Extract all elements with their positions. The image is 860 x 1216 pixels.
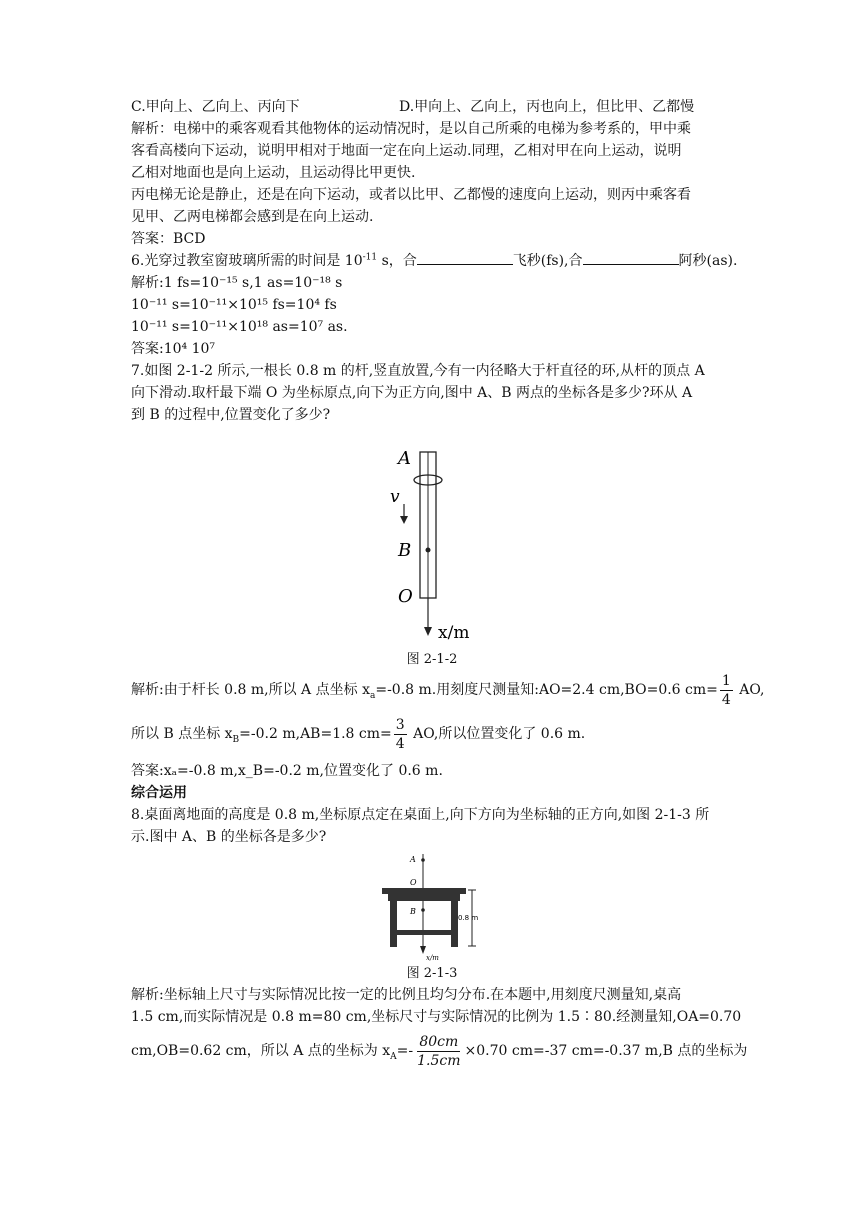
figure-rod-ring	[380, 446, 490, 646]
label-o: O	[410, 878, 417, 887]
document-page-bottom	[131, 984, 748, 1074]
q7-analysis-text: =-0.2 m,AB=1.8 cm=	[239, 726, 392, 742]
label-b: B	[398, 540, 412, 561]
fraction-denominator: 1.5cm	[417, 1052, 461, 1069]
q7-answer: 答案:xₐ=-0.8 m,x_B=-0.2 m,位置变化了 0.6 m.	[131, 763, 443, 779]
option-d: D.甲向上、乙向上，丙也向上，但比甲、乙都慢	[399, 99, 695, 115]
option-c: C.甲向上、乙向上、丙向下	[131, 99, 300, 115]
figure-caption: 图 2-1-3	[406, 966, 458, 981]
q7-subscript: B	[232, 734, 240, 745]
q6-stem-text: 阿秒(as).	[678, 253, 738, 269]
fraction-denominator: 4	[395, 735, 405, 752]
q7-analysis-line	[131, 670, 765, 710]
q6-exponent: -11	[362, 252, 378, 263]
q8-analysis-text: cm,OB=0.62 cm，所以 A 点的坐标为 x	[131, 1043, 391, 1059]
q8-stem-line: 8.桌面离地面的高度是 0.8 m,坐标原点定在桌面上,向下方向为坐标轴的正方向,如图 2-1-3 所	[131, 807, 710, 823]
fraction-numerator: 80cm	[419, 1033, 459, 1050]
q8-analysis-line: 1.5 cm,而实际情况是 0.8 m=80 cm,坐标尺寸与实际情况的比例为 1.5∶80.经测量知,OA=0.70	[131, 1009, 742, 1025]
fraction	[720, 672, 733, 709]
fraction	[415, 1033, 462, 1070]
fraction	[394, 716, 407, 753]
q6-answer: 答案:10⁴ 10⁷	[131, 341, 216, 357]
q6-stem-text: s，合	[377, 253, 417, 269]
label-a: A	[410, 855, 416, 864]
fraction-denominator: 4	[721, 691, 731, 708]
q8-analysis-text: ×0.70 cm=-37 cm=-0.37 m,B 点的坐标为	[464, 1043, 748, 1059]
q7-analysis-text: AO,所以位置变化了 0.6 m.	[408, 726, 586, 742]
section-title: 综合运用	[131, 785, 187, 801]
document-page-lower	[131, 670, 765, 848]
q7-analysis-text: 所以 B 点坐标 x	[131, 726, 233, 742]
q8-analysis-text: =-	[396, 1043, 414, 1059]
q5-analysis-line: 丙电梯无论是静止，还是在向下运动，或者以比甲、乙都慢的速度向上运动，则丙中乘客看	[131, 187, 691, 203]
answer-blank	[583, 250, 679, 265]
q5-analysis-line: 乙相对地面也是向上运动，且运动得比甲更快.	[131, 165, 416, 181]
document-page	[131, 96, 738, 426]
q6-stem	[131, 250, 738, 272]
q8-analysis-line: 解析:坐标轴上尺寸与实际情况比按一定的比例且均匀分布.在本题中,用刻度尺测量知,桌高	[131, 987, 682, 1003]
q7-stem-line: 到 B 的过程中,位置变化了多少?	[131, 407, 331, 423]
q6-analysis-line: 解析:1 fs=10⁻¹⁵ s,1 as=10⁻¹⁸ s	[131, 275, 343, 291]
q6-stem-text: 6.光穿过教室窗玻璃所需的时间是 10	[131, 253, 363, 269]
fraction-numerator: 1	[721, 672, 731, 689]
q5-options	[131, 96, 731, 118]
q7-analysis-text: 解析:由于杆长 0.8 m,所以 A 点坐标 x	[131, 682, 370, 698]
label-axis: x/m	[438, 623, 470, 643]
label-o: O	[398, 586, 413, 607]
figure-caption: 图 2-1-2	[406, 652, 458, 667]
label-a: A	[398, 448, 411, 469]
q7-analysis-text: AO,	[734, 682, 765, 698]
label-height: 0.8 m	[458, 914, 479, 922]
q6-stem-text: 飞秒(fs),合	[512, 253, 583, 269]
q7-analysis-text: =-0.8 m.用刻度尺测量知:AO=2.4 cm,BO=0.6 cm=	[375, 682, 718, 698]
q5-analysis-line: 见甲、乙两电梯都会感到是在向上运动.	[131, 209, 374, 225]
q8-analysis-line	[131, 1028, 748, 1074]
q5-analysis-line: 解析：电梯中的乘客观看其他物体的运动情况时，是以自己所乘的电梯为参考系的，甲中乘	[131, 121, 691, 137]
q7-stem-line: 向下滑动.取杆最下端 O 为坐标原点,向下为正方向,图中 A、B 两点的坐标各是多少?环从 A	[131, 385, 693, 401]
label-b: B	[410, 907, 416, 916]
q6-analysis-line: 10⁻¹¹ s=10⁻¹¹×10¹⁵ fs=10⁴ fs	[131, 297, 337, 313]
fraction-numerator: 3	[395, 716, 405, 733]
q7-analysis-line	[131, 714, 731, 754]
figure-table	[376, 850, 496, 962]
q7-subscript: a	[369, 690, 376, 701]
answer-blank	[417, 250, 513, 265]
label-axis: x/m	[426, 954, 439, 962]
q6-analysis-line: 10⁻¹¹ s=10⁻¹¹×10¹⁸ as=10⁷ as.	[131, 319, 348, 335]
q5-analysis-line: 客看高楼向下运动，说明甲相对于地面一定在向上运动.同理，乙相对甲在向上运动，说明	[131, 143, 682, 159]
q7-stem-line: 7.如图 2-1-2 所示,一根长 0.8 m 的杆,竖直放置,今有一内径略大于杆直径的环,从杆的顶点 A	[131, 363, 705, 379]
q5-answer: 答案：BCD	[131, 231, 206, 247]
q8-stem-line: 示.图中 A、B 的坐标各是多少?	[131, 829, 327, 845]
q8-subscript: A	[390, 1051, 397, 1062]
label-v: v	[390, 487, 400, 507]
